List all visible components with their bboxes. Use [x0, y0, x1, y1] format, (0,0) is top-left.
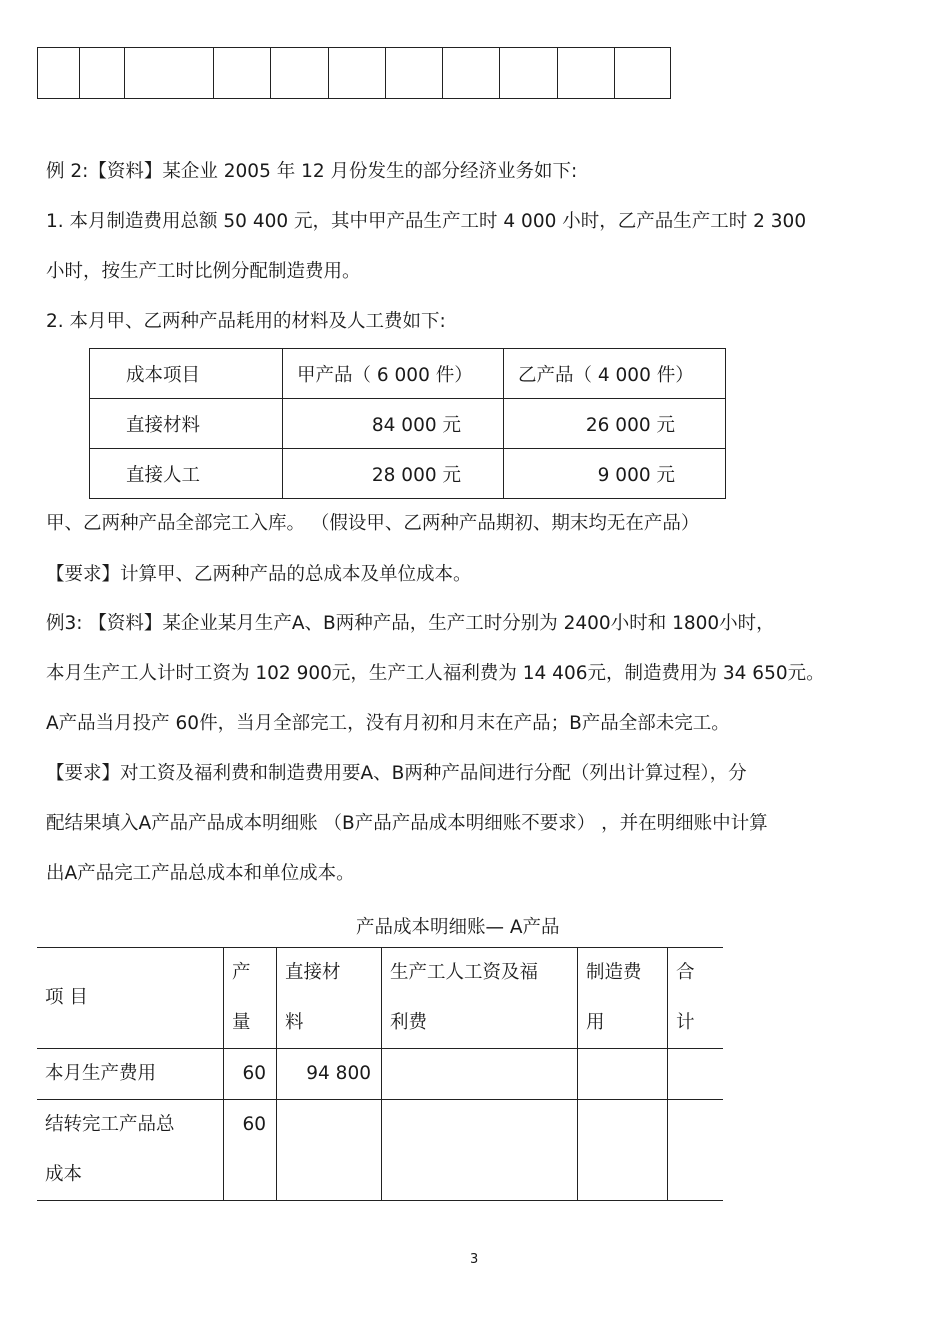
cell-value: 84 000 元 — [283, 399, 504, 449]
cell-wages — [382, 1049, 578, 1100]
table-row — [90, 449, 726, 499]
page-number: 3 — [470, 1252, 479, 1267]
cell-material — [277, 1100, 382, 1201]
cell-qty: 60 — [224, 1049, 277, 1100]
example3-line3: A产品当月投产 60件，当月全部完工，没有月初和月末在产品；B产品全部未完工。 — [46, 713, 730, 734]
material-labor-table — [89, 348, 726, 499]
row-label: 直接材料 — [90, 399, 283, 449]
row-label: 直接人工 — [90, 449, 283, 499]
cell-value: 26 000 元 — [504, 399, 726, 449]
header-total: 合 计 — [668, 948, 724, 1049]
grid-cell — [329, 48, 386, 99]
cell-total — [668, 1049, 724, 1100]
table-header-row — [90, 349, 726, 399]
grid-cell — [125, 48, 214, 99]
grid-cell — [38, 48, 80, 99]
ledger-row-finished-cost — [37, 1100, 723, 1201]
example2-item1-line2: 小时，按生产工时比例分配制造费用。 — [46, 261, 361, 282]
header-item: 项 目 — [37, 948, 224, 1049]
header-product-jia: 甲产品（ 6 000 件） — [283, 349, 504, 399]
header-wages-welfare: 生产工人工资及福 利费 — [382, 948, 578, 1049]
grid-cell — [558, 48, 615, 99]
cell-overhead — [578, 1100, 668, 1201]
grid-cell — [386, 48, 443, 99]
ledger-row-current-cost — [37, 1049, 723, 1100]
example2-requirement: 【要求】计算甲、乙两种产品的总成本及单位成本。 — [46, 564, 472, 585]
header-direct-material: 直接材 料 — [277, 948, 382, 1049]
cell-overhead — [578, 1049, 668, 1100]
example3-requirement-line2: 配结果填入A产品产品成本明细账 （B产品产品成本明细账不要求） ，并在明细账中计算 — [46, 813, 768, 834]
grid-cell — [615, 48, 671, 99]
ledger-title: 产品成本明细账— A产品 — [356, 917, 560, 938]
header-product-yi: 乙产品（ 4 000 件） — [504, 349, 726, 399]
grid-cell — [443, 48, 500, 99]
row-label: 本月生产费用 — [37, 1049, 224, 1100]
row-label: 结转完工产品总 成本 — [37, 1100, 224, 1201]
grid-cell — [271, 48, 329, 99]
example2-item1-line1: 1. 本月制造费用总额 50 400 元，其中甲产品生产工时 4 000 小时，乙产品生产工时 2 300 — [46, 211, 807, 232]
blank-grid-table — [37, 47, 671, 99]
cell-value: 28 000 元 — [283, 449, 504, 499]
cell-qty: 60 — [224, 1100, 277, 1201]
header-qty: 产 量 — [224, 948, 277, 1049]
example3-line2: 本月生产工人计时工资为 102 900元，生产工人福利费为 14 406元，制造费用为 34 650元。 — [46, 663, 825, 684]
example2-item2: 2. 本月甲、乙两种产品耗用的材料及人工费如下: — [46, 311, 446, 332]
example2-note: 甲、乙两种产品全部完工入库。 （假设甲、乙两种产品期初、期末均无在产品） — [46, 513, 700, 534]
header-overhead: 制造费 用 — [578, 948, 668, 1049]
header-cost-item: 成本项目 — [90, 349, 283, 399]
example3-requirement-line1: 【要求】对工资及福利费和制造费用要A、B两种产品间进行分配（列出计算过程），分 — [46, 763, 747, 784]
cell-material: 94 800 — [277, 1049, 382, 1100]
table-row — [90, 399, 726, 449]
example3-requirement-line3: 出A产品完工产品总成本和单位成本。 — [46, 863, 355, 884]
cell-value: 9 000 元 — [504, 449, 726, 499]
grid-cell — [214, 48, 271, 99]
cell-total — [668, 1100, 724, 1201]
grid-cell — [500, 48, 558, 99]
cost-ledger-table — [37, 947, 723, 1201]
grid-cell — [80, 48, 125, 99]
ledger-header-row — [37, 948, 723, 1049]
cell-wages — [382, 1100, 578, 1201]
example3-line1: 例3: 【资料】某企业某月生产A、B两种产品，生产工时分别为 2400小时和 1800小时， — [46, 613, 775, 634]
example2-heading: 例 2:【资料】某企业 2005 年 12 月份发生的部分经济业务如下: — [46, 161, 578, 182]
